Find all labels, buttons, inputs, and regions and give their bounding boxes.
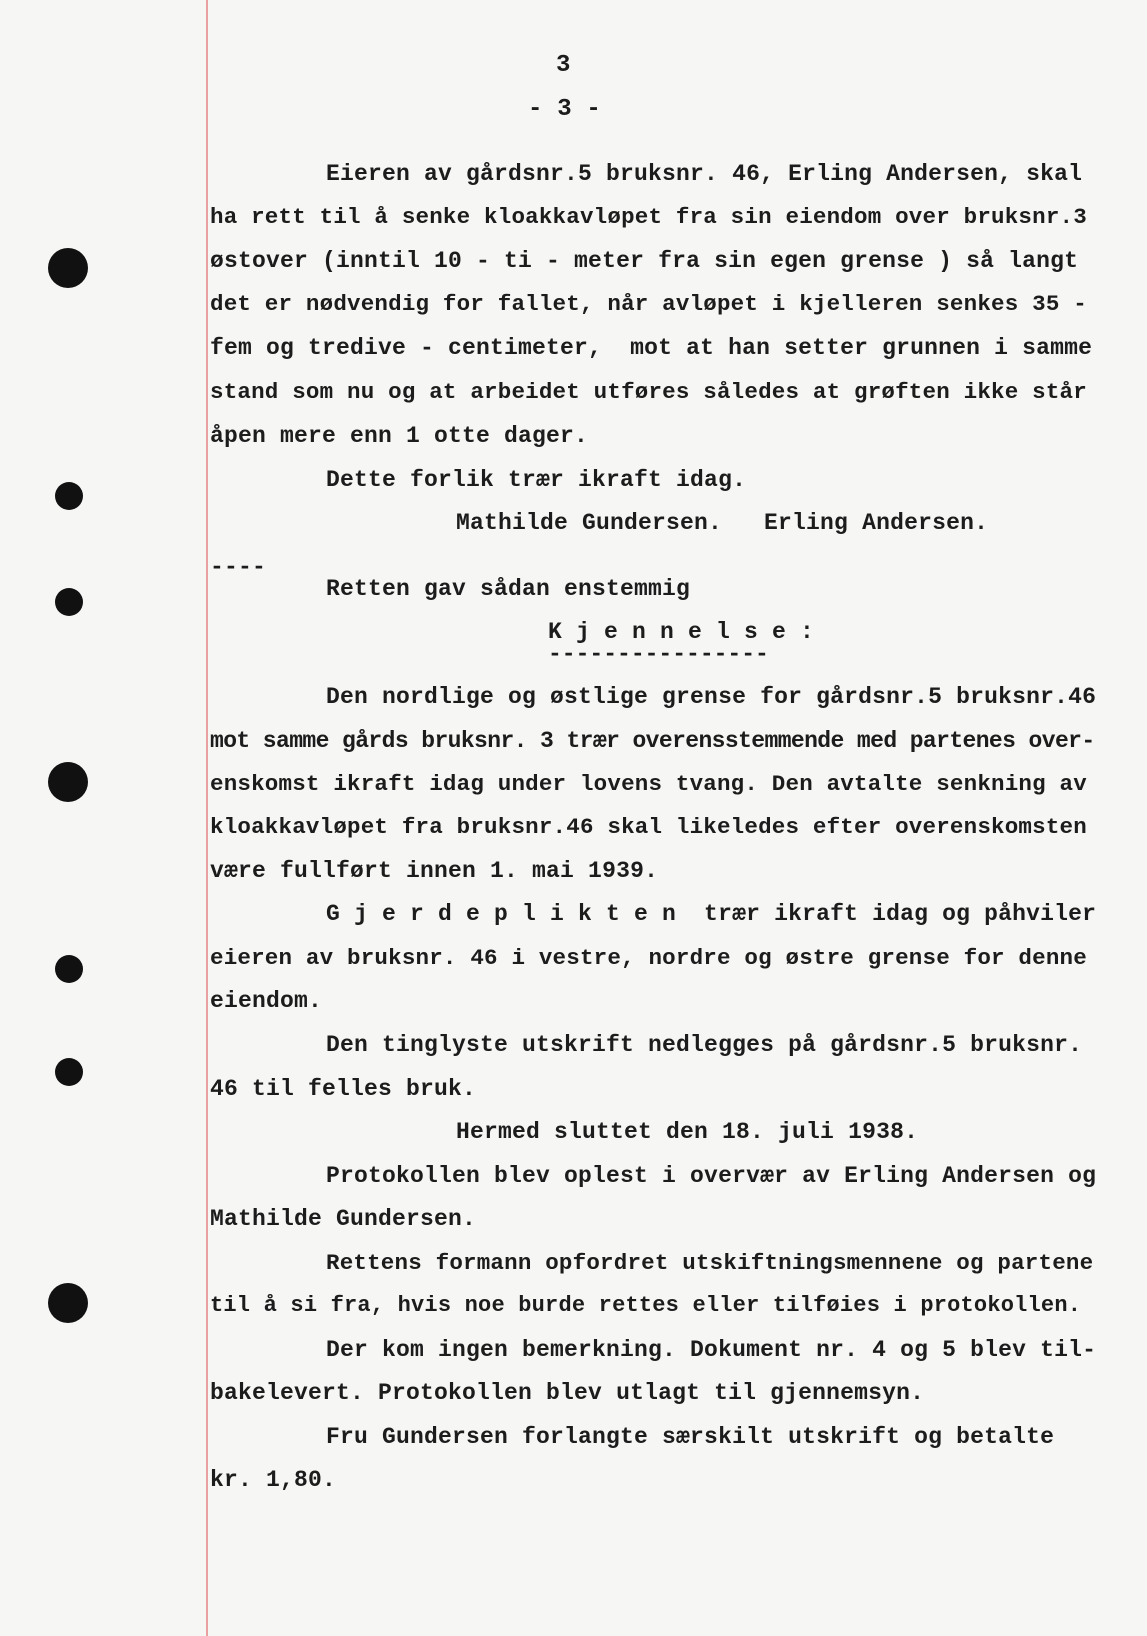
text-line: Eieren av gårdsnr.5 bruksnr. 46, Erling Andersen, skal (326, 161, 1083, 187)
heading-underline: ---------------- (548, 641, 769, 667)
text-line: Den nordlige og østlige grense for gårdsnr.5 bruksnr.46 (326, 684, 1097, 710)
punch-hole-1 (48, 248, 88, 288)
text-line: Mathilde Gundersen. (210, 1206, 477, 1232)
text-line: bakelevert. Protokollen blev utlagt til gjennemsyn. (210, 1380, 925, 1406)
page-number-top: 3 (556, 52, 571, 79)
text-line: eieren av bruksnr. 46 i vestre, nordre og østre grense for denne (210, 945, 1087, 971)
punch-hole-4 (48, 762, 88, 802)
punch-hole-5 (55, 955, 83, 983)
page-number-dashed: - 3 - (528, 96, 602, 123)
text-line: Den tinglyste utskrift nedlegges på gårdsnr.5 bruksnr. (326, 1032, 1083, 1058)
punch-hole-7 (48, 1283, 88, 1323)
margin-rule (206, 0, 208, 1636)
text-line: G j e r d e p l i k t e n trær ikraft idag og påhviler (326, 901, 1097, 927)
punch-hole-3 (55, 588, 83, 616)
text-line: ha rett til å senke kloakkavløpet fra sin eiendom over bruksnr.3 (210, 204, 1087, 230)
text-line: mot samme gårds bruksnr. 3 trær overensstemmende med partenes over- (210, 728, 1095, 754)
separator-dashes: ---- (210, 554, 267, 580)
text-line: Retten gav sådan enstemmig (326, 576, 691, 602)
text-line: stand som nu og at arbeidet utføres således at grøften ikke står (210, 379, 1087, 405)
text-line: til å si fra, hvis noe burde rettes eller tilføies i protokollen. (210, 1293, 1082, 1318)
text-line: østover (inntil 10 - ti - meter fra sin egen grense ) så langt (210, 248, 1079, 274)
text-line: kloakkavløpet fra bruksnr.46 skal likeledes efter overenskomsten (210, 814, 1087, 840)
signatures: Mathilde Gundersen. Erling Andersen. (456, 510, 989, 536)
section-heading: K j e n n e l s e : (548, 619, 815, 645)
text-line: fem og tredive - centimeter, mot at han setter grunnen i samme (210, 335, 1093, 361)
text-line: enskomst ikraft idag under lovens tvang. Den avtalte senkning av (210, 771, 1087, 797)
text-line: Hermed sluttet den 18. juli 1938. (456, 1119, 919, 1145)
text-line: kr. 1,80. (210, 1467, 337, 1493)
text-line: Der kom ingen bemerkning. Dokument nr. 4 og 5 blev til- (326, 1337, 1097, 1363)
text-line: det er nødvendig for fallet, når avløpet i kjelleren senkes 35 - (210, 291, 1087, 317)
punch-hole-6 (55, 1058, 83, 1086)
text-line: åpen mere enn 1 otte dager. (210, 423, 589, 449)
text-line: eiendom. (210, 988, 323, 1014)
text-line: 46 til felles bruk. (210, 1076, 477, 1102)
text-line: Dette forlik trær ikraft idag. (326, 467, 747, 493)
text-line: Fru Gundersen forlangte særskilt utskrift og betalte (326, 1424, 1055, 1450)
text-line: Protokollen blev oplest i overvær av Erling Andersen og (326, 1163, 1097, 1189)
text-line: Rettens formann opfordret utskiftningsmennene og partene (326, 1250, 1094, 1276)
punch-hole-2 (55, 482, 83, 510)
text-line: være fullført innen 1. mai 1939. (210, 858, 659, 884)
